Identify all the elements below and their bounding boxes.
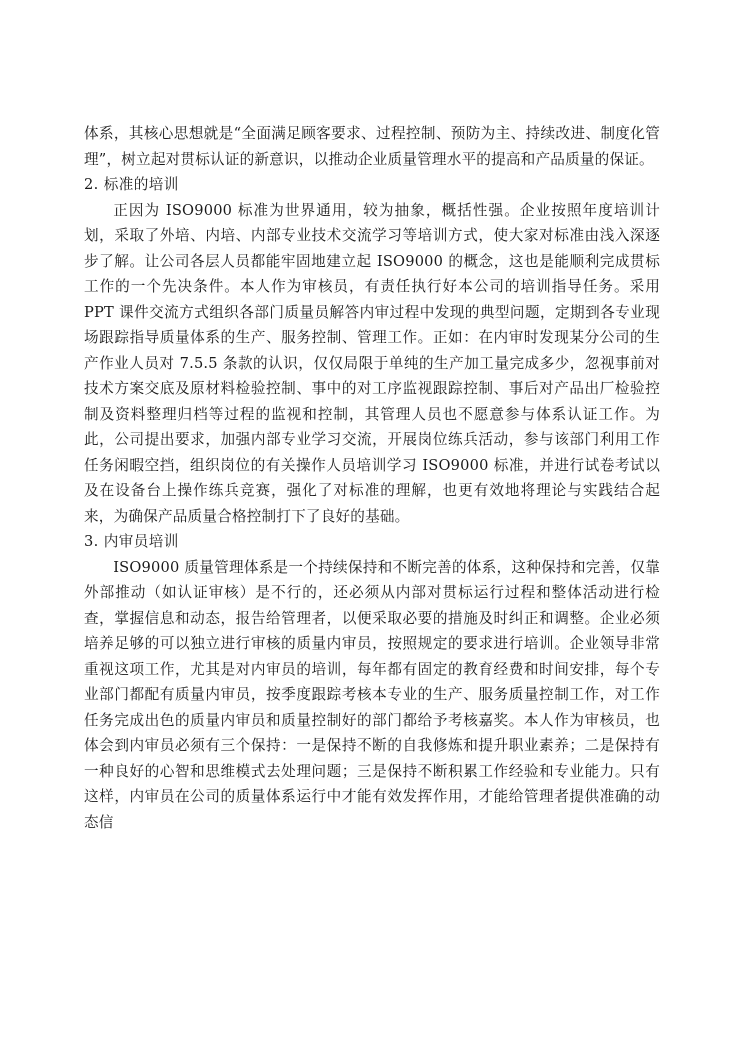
paragraph-standard-training: 正因为 ISO9000 标准为世界通用，较为抽象，概括性强。企业按照年度培训计划，采取了外培、内培、内部专业技术交流学习等培训方式，使大家对标准由浅入深逐步了解。让公司各层人员都能牢固地建立起 ISO9000 的概念，这也是能顺利完成贯标工作的一个先决条件。本人作为审核员，有责任执行好本公司的培训指导任务。采用 PPT 课件交流方式组织各部门质量员解答内审过程中发现的典型问题，定期到各专业现场跟踪指导质量体系的生产、服务控制、管理工作。正如：在内审时发现某分公司的生产作业人员对 7.5.5 条款的认识，仅仅局限于单纯的生产加工量完成多少，忽视事前对技术方案交底及原材料检验控制、事中的对工序监视跟踪控制、事后对产品出厂检验控制及资料整理归档等过程的监视和控制，其管理人员也不愿意参与体系认证工作。为此，公司提出要求，加强内部专业学习交流，开展岗位练兵活动，参与该部门利用工作任务闲暇空挡，组织岗位的有关操作人员培训学习 ISO9000 标准，并进行试卷考试以及在设备台上操作练兵竞赛，强化了对标准的理解，也更有效地将理论与实践结合起来，为确保产品质量合格控制打下了良好的基础。 — [84, 201, 660, 525]
section-heading-standard-training: 2. 标准的培训 — [84, 176, 179, 193]
continuation-paragraph: 体系，其核心思想就是“全面满足顾客要求、过程控制、预防为主、持续改进、制度化管理”，树立起对贯标认证的新意识，以推动企业质量管理水平的提高和产品质量的保证。 — [84, 125, 660, 168]
section-heading-internal-auditor-training: 3. 内审员培训 — [84, 533, 179, 550]
paragraph-internal-auditor-training: ISO9000 质量管理体系是一个持续保持和不断完善的体系，这种保持和完善，仅靠外部推动（如认证审核）是不行的，还必须从内部对贯标运行过程和整体活动进行检查，掌握信息和动态，报告给管理者，以便采取必要的措施及时纠正和调整。企业必须培养足够的可以独立进行审核的质量内审员，按照规定的要求进行培训。企业领导非常重视这项工作，尤其是对内审员的培训，每年都有固定的教育经费和时间安排，每个专业部门都配有质量内审员，按季度跟踪考核本专业的生产、服务质量控制工作，对工作任务完成出色的质量内审员和质量控制好的部门都给予考核嘉奖。本人作为审核员，也体会到内审员必须有三个保持：一是保持不断的自我修炼和提升职业素养；二是保持有一种良好的心智和思维模式去处理问题；三是保持不断积累工作经验和专业能力。只有这样，内审员在公司的质量体系运行中才能有效发挥作用，才能给管理者提供准确的动态信 — [84, 558, 660, 831]
document-page — [84, 121, 660, 835]
